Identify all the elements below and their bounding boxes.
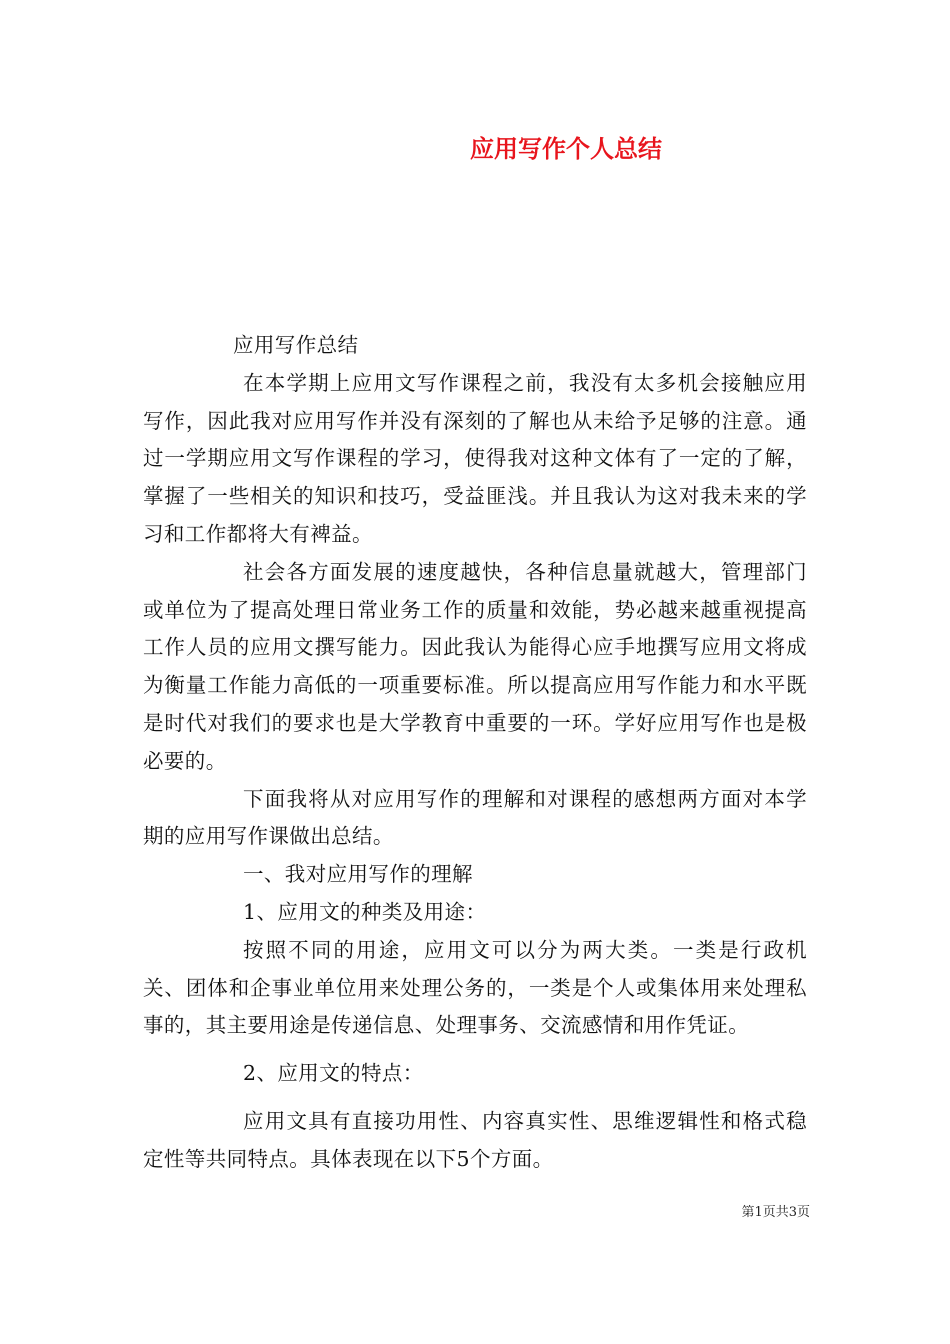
section-heading-understanding: 一、我对应用写作的理解 <box>243 862 473 887</box>
page-number-footer: 第1页共3页 <box>741 1205 810 1220</box>
paragraph-features: 应用文具有直接功用性、内容真实性、思维逻辑性和格式稳定性等共同特点。具体表现在以下5个方面。 <box>143 1108 807 1171</box>
section-subtitle: 应用写作总结 <box>233 333 359 357</box>
document-title: 应用写作个人总结 <box>470 134 662 163</box>
document-body <box>143 327 807 1179</box>
subheading-types-and-uses: 1、应用文的种类及用途： <box>243 899 487 924</box>
paragraph-types-and-uses: 按照不同的用途，应用文可以分为两大类。一类是行政机关、团体和企事业单位用来处理公务的，一类是个人或集体用来处理私事的，其主要用途是传递信息、处理事务、交流感情和用作凭证。 <box>143 937 807 1038</box>
paragraph-importance: 社会各方面发展的速度越快，各种信息量就越大，管理部门或单位为了提高处理日常业务工作的质量和效能，势必越来越重视提高工作人员的应用文撰写能力。因此我认为能得心应手地撰写应用文将成为衡量工作能力高低的一项重要标准。所以提高应用写作能力和水平既是时代对我们的要求也是大学教育中重要的一环。学好应用写作也是极必要的。 <box>143 559 807 773</box>
subheading-features: 2、应用文的特点： <box>243 1061 424 1086</box>
paragraph-outline: 下面我将从对应用写作的理解和对课程的感想两方面对本学期的应用写作课做出总结。 <box>143 786 807 849</box>
paragraph-intro: 在本学期上应用文写作课程之前，我没有太多机会接触应用写作，因此我对应用写作并没有深刻的了解也从未给予足够的注意。通过一学期应用文写作课程的学习，使得我对这种文体有了一定的了解，掌握了一些相关的知识和技巧，受益匪浅。并且我认为这对我未来的学习和工作都将大有裨益。 <box>143 370 807 546</box>
